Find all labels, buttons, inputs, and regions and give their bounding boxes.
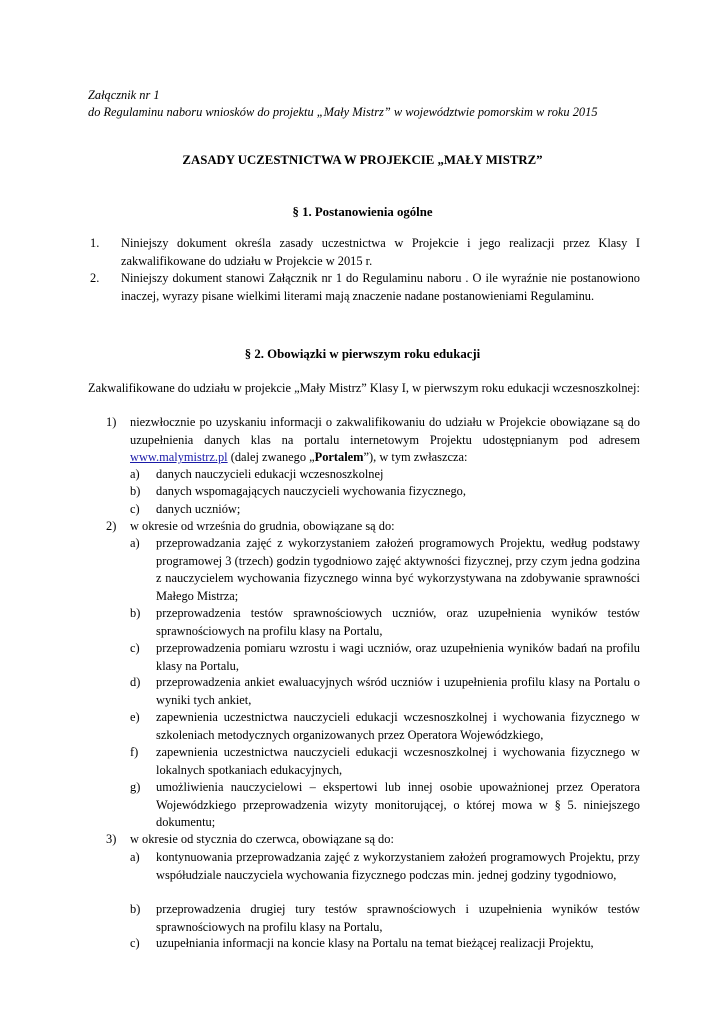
list-marker: b) — [130, 902, 141, 916]
sub-item: danych wspomagających nauczycieli wychowania fizycznego, — [156, 484, 466, 498]
list-marker: f) — [130, 745, 139, 759]
list-marker: d) — [130, 675, 141, 689]
sub-item: przeprowadzania zajęć z wykorzystaniem założeń programowych Projektu, według podstawy programowej 3 (trzech) godzin tygodniowo zajęć aktywności fizycznej, przy czym jedna godzina z nauczycielem wychowania fizycznego winna być wykorzystywana na zdobywanie sprawności Małego Mistrza; — [156, 536, 640, 603]
document-title: ZASADY UCZESTNICTWA W PROJEKCIE „MAŁY MISTRZ” — [182, 153, 543, 167]
section-2-item-1 — [130, 414, 640, 467]
sub-item: przeprowadzenia ankiet ewaluacyjnych wśród uczniów i uzupełnienia profilu klasy na Portalu o wyniki tych ankiet, — [156, 675, 640, 707]
portal-link[interactable]: www.malymistrz.pl — [130, 450, 228, 465]
portal-term: Portalem — [314, 450, 364, 465]
list-marker: b) — [130, 484, 141, 498]
sub-item: zapewnienia uczestnictwa nauczycieli edukacji wczesnoszkolnej i wychowania fizycznego w lokalnych spotkaniach edukacyjnych, — [156, 745, 640, 777]
sub-item: zapewnienia uczestnictwa nauczycieli edukacji wczesnoszkolnej i wychowania fizycznego w szkoleniach metodycznych organizowanych przez Operatora Wojewódzkiego, — [156, 710, 640, 742]
section-1-heading: § 1. Postanowienia ogólne — [292, 205, 433, 219]
section-1-item-2: Niniejszy dokument stanowi Załącznik nr 1 do Regulaminu naboru . O ile wyraźnie nie postanowiono inaczej, wyrazy pisane wielkimi literami mają znaczenie nadane postanowieniami Regulaminu. — [121, 271, 640, 303]
list-marker: a) — [130, 536, 140, 550]
sub-item: przeprowadzenia drugiej tury testów sprawnościowych i uzupełnienia wyników testów sprawnościowych na profilu klasy na Portalu, — [156, 902, 640, 934]
item-text: niezwłocznie po uzyskaniu informacji o zakwalifikowaniu do udziału w Projekcie obowiązane są do uzupełnienia danych klas na portalu internetowym Projektu udostępnianym pod adresem — [130, 415, 640, 447]
list-marker: g) — [130, 780, 141, 794]
sub-item: uzupełniania informacji na koncie klasy na Portalu na temat bieżącej realizacji Projektu, — [156, 936, 594, 950]
list-marker: 2. — [90, 271, 100, 285]
section-2-item-3: w okresie od stycznia do czerwca, obowiązane są do: — [130, 832, 394, 846]
list-marker: b) — [130, 606, 141, 620]
sub-item: umożliwienia nauczycielowi – ekspertowi lub innej osobie upoważnionej przez Operatora Wojewódzkiego przeprowadzenia wizyty monitorującej, o której mowa w § 5. niniejszego dokumentu; — [156, 780, 640, 830]
list-marker: 1) — [106, 415, 117, 429]
section-2-item-2: w okresie od września do grudnia, obowiązane są do: — [130, 519, 395, 533]
sub-item: przeprowadzenia testów sprawnościowych uczniów, oraz uzupełnienia wyników testów sprawnościowych na profilu klasy na Portalu, — [156, 606, 640, 638]
section-2-intro: Zakwalifikowane do udziału w projekcie „Mały Mistrz” Klasy I, w pierwszym roku edukacji wczesnoszkolnej: — [88, 381, 640, 395]
list-marker: e) — [130, 710, 140, 724]
list-marker: a) — [130, 467, 140, 481]
sub-item: danych nauczycieli edukacji wczesnoszkolnej — [156, 467, 384, 481]
list-marker: c) — [130, 502, 140, 516]
attachment-label: Załącznik nr 1 — [88, 88, 160, 102]
list-marker: c) — [130, 641, 140, 655]
list-marker: a) — [130, 850, 140, 864]
section-1-item-1: Niniejszy dokument określa zasady uczestnictwa w Projekcie i jego realizacji przez Klasy I zakwalifikowane do udziału w Projekcie w 2015 r. — [121, 236, 640, 268]
item-text: ”), w tym zwłaszcza: — [363, 450, 468, 465]
list-marker: c) — [130, 936, 140, 950]
list-marker: 3) — [106, 832, 117, 846]
item-text: (dalej zwanego „ — [227, 450, 315, 465]
sub-item: kontynuowania przeprowadzania zajęć z wykorzystaniem założeń programowych Projektu, przy współudziale nauczyciela wychowania fizycznego podczas min. jednej godziny tygodniowo, — [156, 850, 640, 882]
list-marker: 2) — [106, 519, 117, 533]
sub-item: danych uczniów; — [156, 502, 241, 516]
attachment-subtitle: do Regulaminu naboru wniosków do projektu „Mały Mistrz” w województwie pomorskim w roku 2015 — [88, 105, 598, 119]
sub-item: przeprowadzenia pomiaru wzrostu i wagi uczniów, oraz uzupełnienia wyników badań na profilu klasy na Portalu, — [156, 641, 640, 673]
list-marker: 1. — [90, 236, 100, 250]
section-2-heading: § 2. Obowiązki w pierwszym roku edukacji — [244, 347, 481, 361]
